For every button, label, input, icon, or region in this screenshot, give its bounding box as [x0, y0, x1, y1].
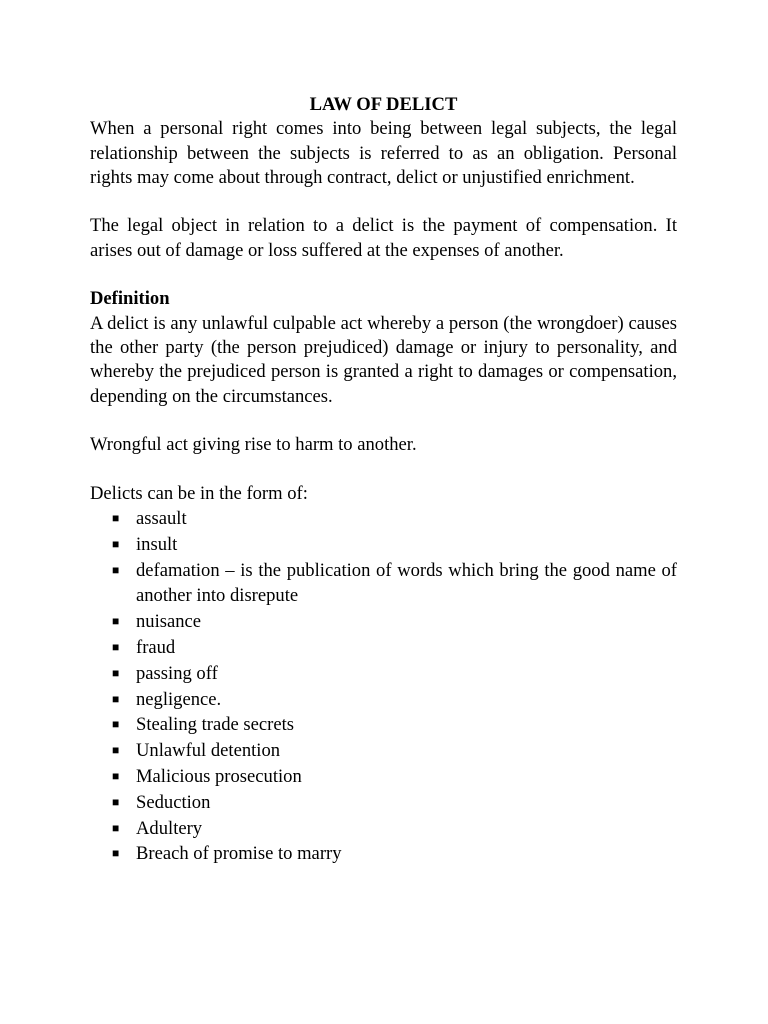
- list-item: [90, 635, 677, 661]
- square-bullet-icon: ■: [112, 614, 120, 629]
- list-item-text: Breach of promise to marry: [136, 843, 342, 865]
- square-bullet-icon: ■: [112, 691, 120, 706]
- square-bullet-icon: ■: [112, 536, 120, 551]
- wrongful-act-text: Wrongful act giving rise to harm to another.: [90, 434, 417, 456]
- square-bullet-icon: ■: [112, 665, 120, 680]
- list-item: [90, 506, 677, 532]
- list-item: [90, 738, 677, 764]
- list-item: [90, 841, 677, 867]
- paragraph-obligation: When a personal right comes into being between legal subjects, the legal relationship between the subjects is referred to as an obligation. Personal rights may come about through contract, delict or unjustified enrichment.: [90, 118, 677, 188]
- list-item-text: Malicious prosecution: [136, 766, 302, 788]
- square-bullet-icon: ■: [112, 820, 120, 835]
- square-bullet-icon: ■: [112, 769, 120, 784]
- square-bullet-icon: ■: [112, 562, 120, 577]
- paragraph-legal-object: The legal object in relation to a delict is the payment of compensation. It arises out of damage or loss suffered at the expenses of another.: [90, 215, 677, 261]
- list-item: [90, 790, 677, 816]
- list-item-text: nuisance: [136, 611, 202, 633]
- delict-forms-list: [90, 506, 677, 867]
- square-bullet-icon: ■: [112, 511, 120, 526]
- list-item: [90, 687, 677, 713]
- forms-intro: Delicts can be in the form of:: [90, 482, 308, 504]
- document-title: LAW OF DELICT: [309, 94, 458, 115]
- document-page: [90, 93, 677, 867]
- square-bullet-icon: ■: [112, 846, 120, 861]
- square-bullet-icon: ■: [112, 743, 120, 758]
- list-item-text: Seduction: [136, 791, 211, 813]
- spacer: [90, 409, 677, 433]
- list-item-text: Unlawful detention: [136, 740, 281, 762]
- list-item-text: fraud: [136, 637, 176, 659]
- list-item-text: defamation – is the publication of words which bring the good name of another into disrepute: [136, 559, 677, 607]
- list-item-text: Stealing trade secrets: [136, 714, 294, 736]
- definition-heading: Definition: [90, 288, 170, 310]
- square-bullet-icon: ■: [112, 717, 120, 732]
- list-item: [90, 816, 677, 842]
- list-item-text: negligence.: [136, 688, 222, 710]
- square-bullet-icon: ■: [112, 640, 120, 655]
- list-item-text: insult: [136, 533, 178, 555]
- list-item-text: passing off: [136, 662, 218, 684]
- square-bullet-icon: ■: [112, 794, 120, 809]
- spacer: [90, 190, 677, 214]
- spacer: [90, 263, 677, 287]
- definition-text: A delict is any unlawful culpable act whereby a person (the wrongdoer) causes the other party (the person prejudiced) damage or injury to personality, and whereby the prejudiced person is granted a right to damages or compensation, depending on the circumstances.: [90, 312, 677, 407]
- spacer: [90, 457, 677, 481]
- list-item: [90, 609, 677, 635]
- list-item-text: Adultery: [136, 817, 203, 839]
- list-item: [90, 764, 677, 790]
- list-item: [90, 532, 677, 558]
- list-item: [90, 661, 677, 687]
- list-item-text: assault: [136, 508, 187, 530]
- list-item: [90, 712, 677, 738]
- list-item: [90, 558, 677, 610]
